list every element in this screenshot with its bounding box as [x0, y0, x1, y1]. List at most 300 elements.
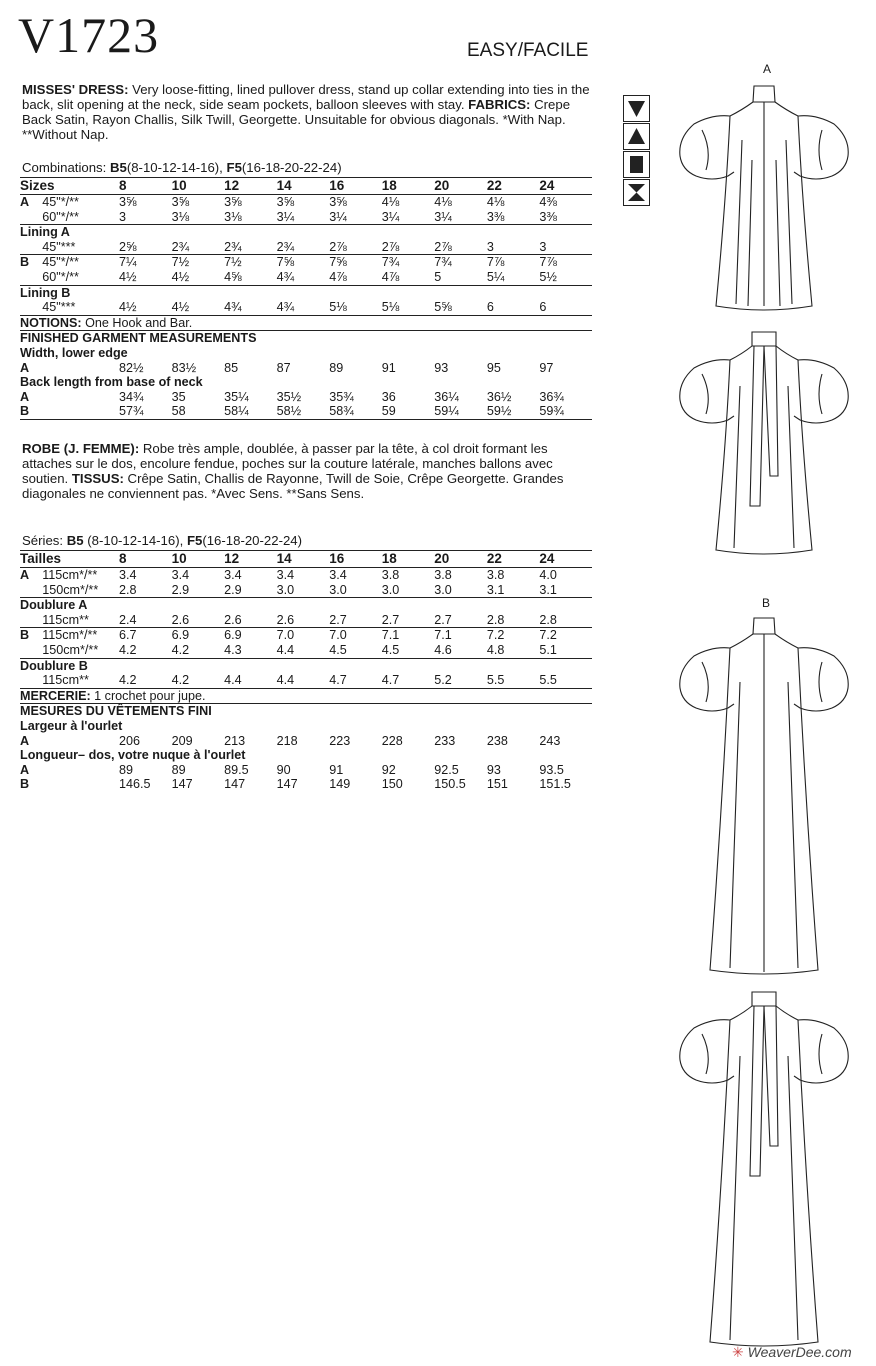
value-cell: 34¾	[119, 389, 144, 404]
value-cell: 89.5	[224, 762, 249, 777]
value-cell: 209	[171, 733, 193, 748]
french-yardage-table	[20, 550, 592, 792]
series-line	[22, 533, 302, 548]
value-cell: 3.1	[539, 583, 592, 598]
value-cell: 151.5	[539, 777, 571, 792]
view-cell: A	[20, 733, 30, 748]
size-header: 8	[119, 178, 172, 195]
value-cell: 4½	[119, 300, 172, 315]
value-cell: 218	[276, 733, 298, 748]
sizes-header-row	[20, 178, 592, 195]
view-cell	[20, 240, 42, 255]
value-cell: 4⅝	[224, 270, 277, 285]
view-cell	[20, 673, 42, 688]
value-cell: 89	[119, 762, 134, 777]
square-icon	[623, 151, 650, 178]
table-row	[20, 270, 592, 285]
combo2-sizes: (16-18-20-22-24)	[202, 533, 303, 548]
english-description	[22, 82, 594, 142]
value-cell: 150.5	[434, 777, 466, 792]
table-row	[20, 404, 592, 419]
value-cell: 5.2	[434, 673, 487, 688]
value-cell: 228	[381, 733, 403, 748]
width-cell	[42, 404, 119, 419]
difficulty-label: EASY/FACILE	[467, 40, 589, 61]
width-cell: 115cm**	[42, 673, 119, 688]
value-cell: 3⅝	[276, 195, 295, 209]
view-a-label: A	[763, 62, 772, 76]
value-cell: 2.7	[434, 613, 487, 628]
table-row	[20, 300, 592, 315]
value-cell: 2⅞	[329, 240, 382, 255]
view-cell: B	[20, 777, 30, 792]
value-cell: 36¾	[539, 389, 564, 404]
value-cell: 58¾	[329, 404, 382, 419]
value-cell: 2⅝	[119, 240, 172, 255]
sizes-label: Sizes	[20, 178, 119, 195]
value-cell: 223	[329, 733, 351, 748]
value-cell: 4.4	[277, 643, 330, 658]
value-cell: 4.4	[224, 673, 277, 688]
size-header: 22	[487, 551, 540, 568]
value-cell: 4.2	[172, 643, 225, 658]
view-cell	[20, 583, 42, 598]
value-cell: 89	[329, 360, 344, 375]
value-cell: 4⅛	[381, 195, 400, 209]
view-cell	[20, 210, 42, 225]
combinations-line	[22, 160, 342, 175]
view-cell	[20, 270, 42, 285]
combo1-sizes: (8-10-12-14-16),	[126, 160, 227, 175]
value-cell: 3.4	[171, 568, 190, 582]
value-cell: 3.0	[434, 583, 487, 598]
finished-title-row	[20, 704, 592, 719]
logo-star-icon: ✳	[732, 1344, 744, 1360]
view-cell: A	[20, 762, 30, 777]
value-cell: 35	[171, 389, 186, 404]
value-cell: 2¾	[277, 240, 330, 255]
value-cell: 82½	[119, 360, 144, 375]
value-cell: 4½	[172, 300, 225, 315]
combo1-sizes: (8-10-12-14-16),	[83, 533, 187, 548]
value-cell: 4.2	[119, 673, 172, 688]
width-cell: 45"*/**	[42, 255, 79, 270]
section-title: FINISHED GARMENT MEASUREMENTS	[20, 331, 257, 346]
value-cell: 4.5	[329, 643, 382, 658]
value-cell: 2.6	[277, 613, 330, 628]
size-header: 18	[382, 551, 435, 568]
value-cell: 4½	[172, 270, 225, 285]
value-cell: 7⅞	[486, 255, 505, 270]
value-cell: 2.6	[224, 613, 277, 628]
value-cell: 2.9	[224, 583, 277, 598]
french-description	[22, 441, 594, 501]
desc-title: MISSES' DRESS:	[22, 82, 129, 97]
value-cell: 91	[381, 360, 396, 375]
value-cell: 90	[276, 762, 291, 777]
size-header: 10	[172, 551, 225, 568]
size-header: 20	[434, 178, 487, 195]
value-cell: 4.2	[119, 643, 172, 658]
value-cell: 2.8	[487, 613, 540, 628]
width-cell: 60"*/**	[42, 210, 119, 225]
value-cell: 146.5	[119, 777, 151, 792]
table-row	[20, 777, 592, 792]
value-cell: 97	[539, 360, 554, 375]
value-cell: 2.8	[539, 613, 592, 628]
value-cell: 5.5	[487, 673, 540, 688]
value-cell: 7⅝	[329, 255, 347, 270]
value-cell: 4¾	[277, 300, 330, 315]
value-cell: 2¾	[172, 240, 225, 255]
watermark-text: WeaverDee.com	[747, 1344, 852, 1360]
width-cell	[42, 763, 119, 778]
value-cell: 4⅞	[329, 270, 382, 285]
value-cell: 91	[329, 762, 344, 777]
value-cell: 3¼	[277, 210, 330, 225]
value-cell: 3¼	[434, 210, 487, 225]
value-cell: 3.0	[382, 583, 435, 598]
combo2-code: F5	[226, 160, 242, 175]
value-cell: 6.9	[224, 628, 242, 643]
value-cell: 4.7	[382, 673, 435, 688]
value-cell: 2.4	[119, 613, 172, 628]
value-cell: 3.1	[487, 583, 540, 598]
pattern-number: V1723	[18, 7, 160, 63]
section-title: Doublure A	[20, 598, 88, 613]
value-cell: 4⅛	[486, 195, 505, 209]
width-cell: 115cm*/**	[42, 568, 98, 582]
value-cell: 3.4	[329, 568, 347, 582]
value-cell: 5¼	[487, 270, 540, 285]
value-cell: 4¾	[277, 270, 330, 285]
value-cell: 2¾	[224, 240, 277, 255]
value-cell: 4.5	[382, 643, 435, 658]
value-cell: 7.0	[329, 628, 347, 643]
value-cell: 7.2	[486, 628, 505, 643]
value-cell: 57¾	[119, 404, 172, 419]
section-title: Lining B	[20, 285, 71, 300]
table-row	[20, 568, 592, 583]
value-cell: 6	[539, 300, 592, 315]
value-cell: 2.9	[172, 583, 225, 598]
section-title: Width, lower edge	[20, 345, 128, 360]
value-cell: 2⅞	[382, 240, 435, 255]
value-cell: 58¼	[224, 404, 277, 419]
value-cell: 5⅛	[329, 300, 382, 315]
table-row	[20, 734, 592, 749]
value-cell: 4.8	[487, 643, 540, 658]
notions-cell	[20, 688, 592, 704]
lining-title-row	[20, 598, 592, 613]
table-row	[20, 643, 592, 658]
desc-text: Very loose-fitting, lined pullover dress, stand up collar extending into ties in the back, slit opening at the neck, side seam pockets, balloon sleeves with stay.	[22, 82, 590, 112]
value-cell: 95	[486, 360, 501, 375]
section-title: Largeur à l'ourlet	[20, 718, 123, 733]
view-b-label: B	[762, 596, 771, 610]
notions-title: NOTIONS:	[20, 315, 82, 330]
lining-title-row	[20, 285, 592, 300]
value-cell: 3	[119, 210, 172, 225]
width-cell: 115cm**	[42, 613, 119, 628]
table-row	[20, 361, 592, 376]
combo2-code: F5	[186, 533, 203, 548]
value-cell: 149	[329, 777, 351, 792]
value-cell: 3	[487, 240, 540, 255]
view-cell	[20, 300, 42, 315]
value-cell: 85	[224, 360, 239, 375]
view-cell: A	[20, 389, 30, 404]
fabrics-title: TISSUS:	[71, 471, 124, 486]
value-cell: 3⅛	[224, 210, 277, 225]
value-cell: 6	[487, 300, 540, 315]
width-title-row	[20, 719, 592, 734]
value-cell: 233	[434, 733, 456, 748]
view-cell: B	[20, 628, 30, 643]
value-cell: 93	[486, 762, 501, 777]
size-header: 22	[487, 178, 540, 195]
value-cell: 7⅝	[276, 255, 295, 270]
value-cell: 58½	[277, 404, 330, 419]
value-cell: 243	[539, 733, 561, 748]
value-cell: 59½	[487, 404, 540, 419]
value-cell: 147	[276, 777, 298, 792]
width-cell: 60"*/**	[42, 270, 119, 285]
value-cell: 5	[434, 270, 487, 285]
combo1-code: B5	[109, 160, 127, 175]
value-cell: 7¾	[381, 255, 400, 270]
value-cell: 5⅝	[434, 300, 487, 315]
value-cell: 6.7	[119, 628, 137, 643]
value-cell: 7.0	[276, 628, 295, 643]
view-cell: B	[20, 404, 42, 419]
value-cell: 35¾	[329, 389, 354, 404]
lining-title-row	[20, 658, 592, 673]
notions-text: 1 crochet pour jupe.	[90, 688, 206, 703]
value-cell: 93	[434, 360, 449, 375]
value-cell: 2.7	[382, 613, 435, 628]
value-cell: 7⅞	[539, 255, 557, 270]
sizes-header-row	[20, 551, 592, 568]
view-cell	[20, 643, 42, 658]
value-cell: 7.1	[434, 628, 452, 643]
hourglass-icon	[623, 179, 650, 206]
value-cell: 3⅜	[487, 210, 540, 225]
value-cell: 59¼	[434, 404, 487, 419]
value-cell: 87	[276, 360, 291, 375]
value-cell: 4.6	[434, 643, 487, 658]
value-cell: 3.8	[434, 568, 452, 582]
value-cell: 4.4	[277, 673, 330, 688]
width-title-row	[20, 346, 592, 361]
value-cell: 4⅛	[434, 195, 452, 209]
width-cell	[42, 734, 119, 749]
desc-text: Robe très ample, doublée, à passer par la tête, à col droit formant les attaches sur le dos, encolure fendue, poches sur la couture latérale, manches ballons avec soutien.	[22, 441, 553, 486]
size-header: 18	[382, 178, 435, 195]
value-cell: 2.6	[172, 613, 225, 628]
value-cell: 3.4	[224, 568, 242, 582]
value-cell: 36¼	[434, 389, 459, 404]
value-cell: 150	[381, 777, 403, 792]
combo2-sizes: (16-18-20-22-24)	[241, 160, 342, 175]
value-cell: 36½	[486, 389, 512, 404]
size-header: 16	[329, 551, 382, 568]
desc-title: ROBE (J. FEMME):	[22, 441, 140, 456]
value-cell: 35¼	[224, 389, 249, 404]
size-header: 8	[119, 551, 172, 568]
table-row	[20, 628, 592, 643]
value-cell: 5.1	[539, 643, 592, 658]
width-cell: 45"*/**	[42, 195, 79, 209]
width-cell: 45"***	[42, 240, 119, 255]
notions-row	[20, 315, 592, 331]
value-cell: 3.0	[277, 583, 330, 598]
value-cell: 3¼	[329, 210, 382, 225]
length-title-row	[20, 748, 592, 763]
value-cell: 3.4	[119, 568, 137, 582]
length-title-row	[20, 375, 592, 390]
value-cell: 7.2	[539, 628, 557, 643]
view-a-back-illustration	[672, 326, 862, 562]
width-cell	[42, 361, 119, 376]
value-cell: 3⅝	[224, 195, 242, 209]
watermark-logo	[732, 1344, 852, 1361]
value-cell: 3.8	[381, 568, 400, 582]
sizes-label: Tailles	[20, 551, 119, 568]
value-cell: 213	[224, 733, 246, 748]
value-cell: 7½	[224, 255, 242, 270]
size-header: 24	[539, 551, 592, 568]
lining-title-row	[20, 225, 592, 240]
section-title: Back length from base of neck	[20, 375, 203, 390]
value-cell: 7½	[171, 255, 190, 270]
value-cell: 4.7	[329, 673, 382, 688]
value-cell: 58	[172, 404, 225, 419]
value-cell: 89	[171, 762, 186, 777]
fabrics-title: FABRICS:	[468, 97, 531, 112]
combo1-code: B5	[66, 533, 84, 548]
value-cell: 3⅝	[119, 195, 137, 209]
size-header: 12	[224, 178, 277, 195]
width-cell	[42, 390, 119, 405]
table-row	[20, 613, 592, 628]
width-cell: 115cm*/**	[42, 628, 98, 643]
value-cell: 238	[486, 733, 508, 748]
value-cell: 2.7	[329, 613, 382, 628]
view-b-back-illustration	[672, 986, 862, 1354]
value-cell: 7¼	[119, 255, 137, 270]
value-cell: 93.5	[539, 762, 564, 777]
section-title: Longueur– dos, votre nuque à l'ourlet	[20, 748, 246, 763]
value-cell: 3.4	[276, 568, 295, 582]
value-cell: 59	[382, 404, 435, 419]
value-cell: 4⅞	[382, 270, 435, 285]
value-cell: 7.1	[381, 628, 400, 643]
table-row	[20, 583, 592, 598]
value-cell: 35½	[276, 389, 302, 404]
value-cell: 5.5	[539, 673, 592, 688]
value-cell: 7¾	[434, 255, 452, 270]
width-cell	[42, 777, 119, 792]
value-cell: 4½	[119, 270, 172, 285]
english-yardage-table	[20, 177, 592, 420]
value-cell: 92.5	[434, 762, 459, 777]
value-cell: 3	[539, 240, 592, 255]
width-cell: 45"***	[42, 300, 119, 315]
view-cell: A	[20, 195, 30, 209]
table-row	[20, 240, 592, 255]
value-cell: 36	[381, 389, 396, 404]
section-title: Lining A	[20, 225, 70, 240]
table-row	[20, 763, 592, 778]
view-b-front-illustration	[672, 612, 862, 982]
value-cell: 4.0	[539, 568, 557, 582]
value-cell: 2⅞	[434, 240, 487, 255]
value-cell: 2.8	[119, 583, 172, 598]
size-header: 20	[434, 551, 487, 568]
value-cell: 147	[171, 777, 193, 792]
section-title: Doublure B	[20, 658, 88, 673]
value-cell: 59¾	[539, 404, 592, 419]
triangle-down-icon	[623, 95, 650, 122]
fabrics-text: Crepe Back Satin, Rayon Challis, Silk Twill, Georgette. Unsuitable for obvious diagonals. *With Nap. **Without Nap.	[22, 97, 571, 142]
value-cell: 6.9	[171, 628, 190, 643]
width-cell: 150cm*/**	[42, 643, 119, 658]
value-cell: 3¼	[382, 210, 435, 225]
fabrics-text: Crêpe Satin, Challis de Rayonne, Twill de Soie, Crêpe Georgette. Grandes diagonales ne conviennent pas. *Avec Sens. **Sans Sens.	[22, 471, 564, 501]
value-cell: 92	[381, 762, 396, 777]
combinations-label: Combinations:	[22, 160, 110, 175]
section-title: MESURES DU VÊTEMENTS FINI	[20, 704, 212, 719]
value-cell: 3.8	[486, 568, 505, 582]
size-header: 14	[277, 178, 330, 195]
notions-row	[20, 688, 592, 704]
value-cell: 4.3	[224, 643, 277, 658]
value-cell: 4¾	[224, 300, 277, 315]
value-cell: 5½	[539, 270, 592, 285]
value-cell: 3⅛	[172, 210, 225, 225]
size-header: 14	[277, 551, 330, 568]
value-cell: 83½	[171, 360, 197, 375]
finished-title-row	[20, 331, 592, 346]
notions-title: MERCERIE:	[20, 688, 91, 703]
size-header: 16	[329, 178, 382, 195]
value-cell: 3.0	[329, 583, 382, 598]
table-row	[20, 255, 592, 270]
size-header: 10	[172, 178, 225, 195]
value-cell: 3⅝	[171, 195, 190, 209]
view-cell: B	[20, 255, 30, 270]
size-header: 24	[539, 178, 592, 195]
view-cell: A	[20, 360, 30, 375]
value-cell: 151	[486, 777, 508, 792]
value-cell: 4.2	[172, 673, 225, 688]
table-row	[20, 210, 592, 225]
notions-cell	[20, 315, 592, 331]
value-cell: 5⅛	[382, 300, 435, 315]
value-cell: 3⅝	[329, 195, 347, 209]
value-cell: 3⅜	[539, 210, 592, 225]
size-header: 12	[224, 551, 277, 568]
notions-text: One Hook and Bar.	[81, 315, 193, 330]
view-a-front-illustration	[672, 80, 862, 320]
table-row	[20, 673, 592, 688]
table-row	[20, 390, 592, 405]
triangle-up-icon	[623, 123, 650, 150]
view-cell	[20, 613, 42, 628]
value-cell: 4⅜	[539, 195, 557, 209]
table-row	[20, 195, 592, 210]
